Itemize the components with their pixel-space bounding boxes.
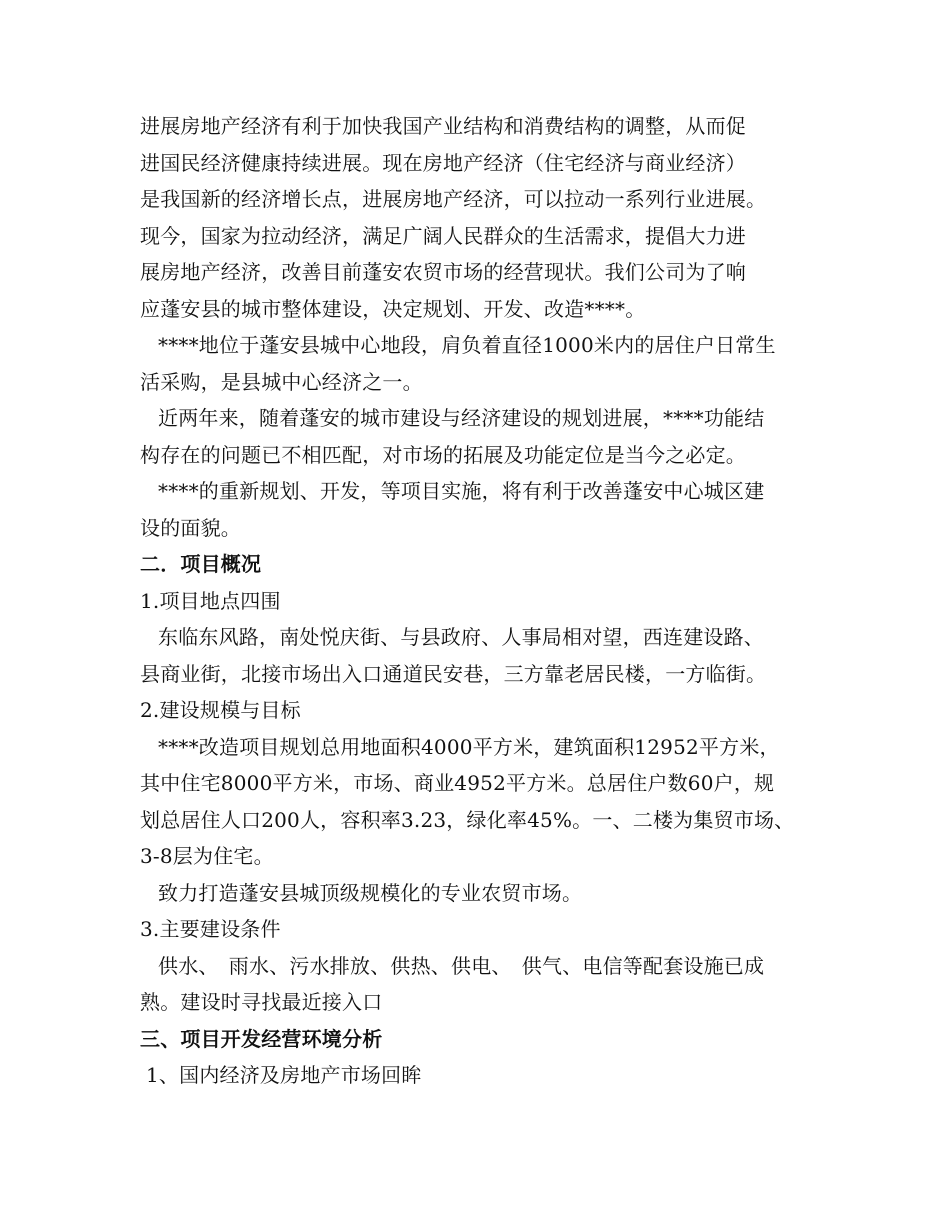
subsection-heading: 3.主要建设条件 bbox=[140, 917, 281, 941]
paragraph-line: 供水、 雨水、污水排放、供热、供电、 供气、电信等配套设施已成 bbox=[158, 953, 765, 978]
paragraph-line: 近两年来，随着蓬安的城市建设与经济建设的规划进展，****功能结 bbox=[158, 406, 765, 430]
document-body bbox=[140, 108, 830, 1094]
paragraph-line: 3-8层为住宅。 bbox=[140, 844, 274, 868]
paragraph-line: 设的面貌。 bbox=[140, 515, 241, 540]
section-heading: 三、项目开发经营环境分析 bbox=[140, 1026, 383, 1051]
paragraph-line: 展房地产经济，改善目前蓬安农贸市场的经营现状。我们公司为了响 bbox=[140, 260, 746, 284]
paragraph-line: ****地位于蓬安县城中心地段，肩负着直径1000米内的居住户日常生 bbox=[158, 333, 776, 357]
subsection-heading: 2.建设规模与目标 bbox=[140, 698, 301, 722]
paragraph-line: 进展房地产经济有利于加快我国产业结构和消费结构的调整，从而促 bbox=[140, 114, 746, 138]
paragraph-line: 东临东风路，南处悦庆街、与县政府、人事局相对望，西连建设路、 bbox=[158, 625, 764, 649]
paragraph-line: 县商业街，北接市场出入口通道民安巷，三方靠老居民楼，一方临街。 bbox=[140, 661, 767, 686]
paragraph-line: 是我国新的经济增长点，进展房地产经济，可以拉动一系列行业进展。 bbox=[140, 187, 767, 211]
paragraph-line: 现今，国家为拉动经济，满足广阔人民群众的生活需求，提倡大力进 bbox=[140, 223, 746, 248]
paragraph-line: 划总居住人口200人，容积率3.23，绿化率45%。一、二楼为集贸市场、 bbox=[140, 807, 795, 832]
paragraph-line: 进国民经济健康持续进展。现在房地产经济（住宅经济与商业经济） bbox=[140, 150, 746, 175]
paragraph-line: 构存在的问题已不相匹配，对市场的拓展及功能定位是当今之必定。 bbox=[140, 442, 746, 467]
section-heading: 二．项目概况 bbox=[140, 552, 262, 576]
paragraph-line: 其中住宅8000平方米，市场、商业4952平方米。总居住户数60户，规 bbox=[140, 771, 775, 795]
subsection-heading: 1、国内经济及房地产市场回眸 bbox=[146, 1063, 422, 1087]
paragraph-line: ****改造项目规划总用地面积4000平方米，建筑面积12952平方米， bbox=[158, 734, 780, 759]
paragraph-line: 应蓬安县的城市整体建设，决定规划、开发、改造****。 bbox=[140, 296, 646, 321]
paragraph-line: 致力打造蓬安县城顶级规模化的专业农贸市场。 bbox=[158, 880, 583, 905]
subsection-heading: 1.项目地点四围 bbox=[140, 588, 281, 613]
paragraph-line: 熟。建设时寻找最近接入口 bbox=[140, 990, 383, 1014]
paragraph-line: ****的重新规划、开发，等项目实施，将有利于改善蓬安中心城区建 bbox=[158, 479, 765, 503]
paragraph-line: 活采购，是县城中心经济之一。 bbox=[140, 369, 423, 394]
